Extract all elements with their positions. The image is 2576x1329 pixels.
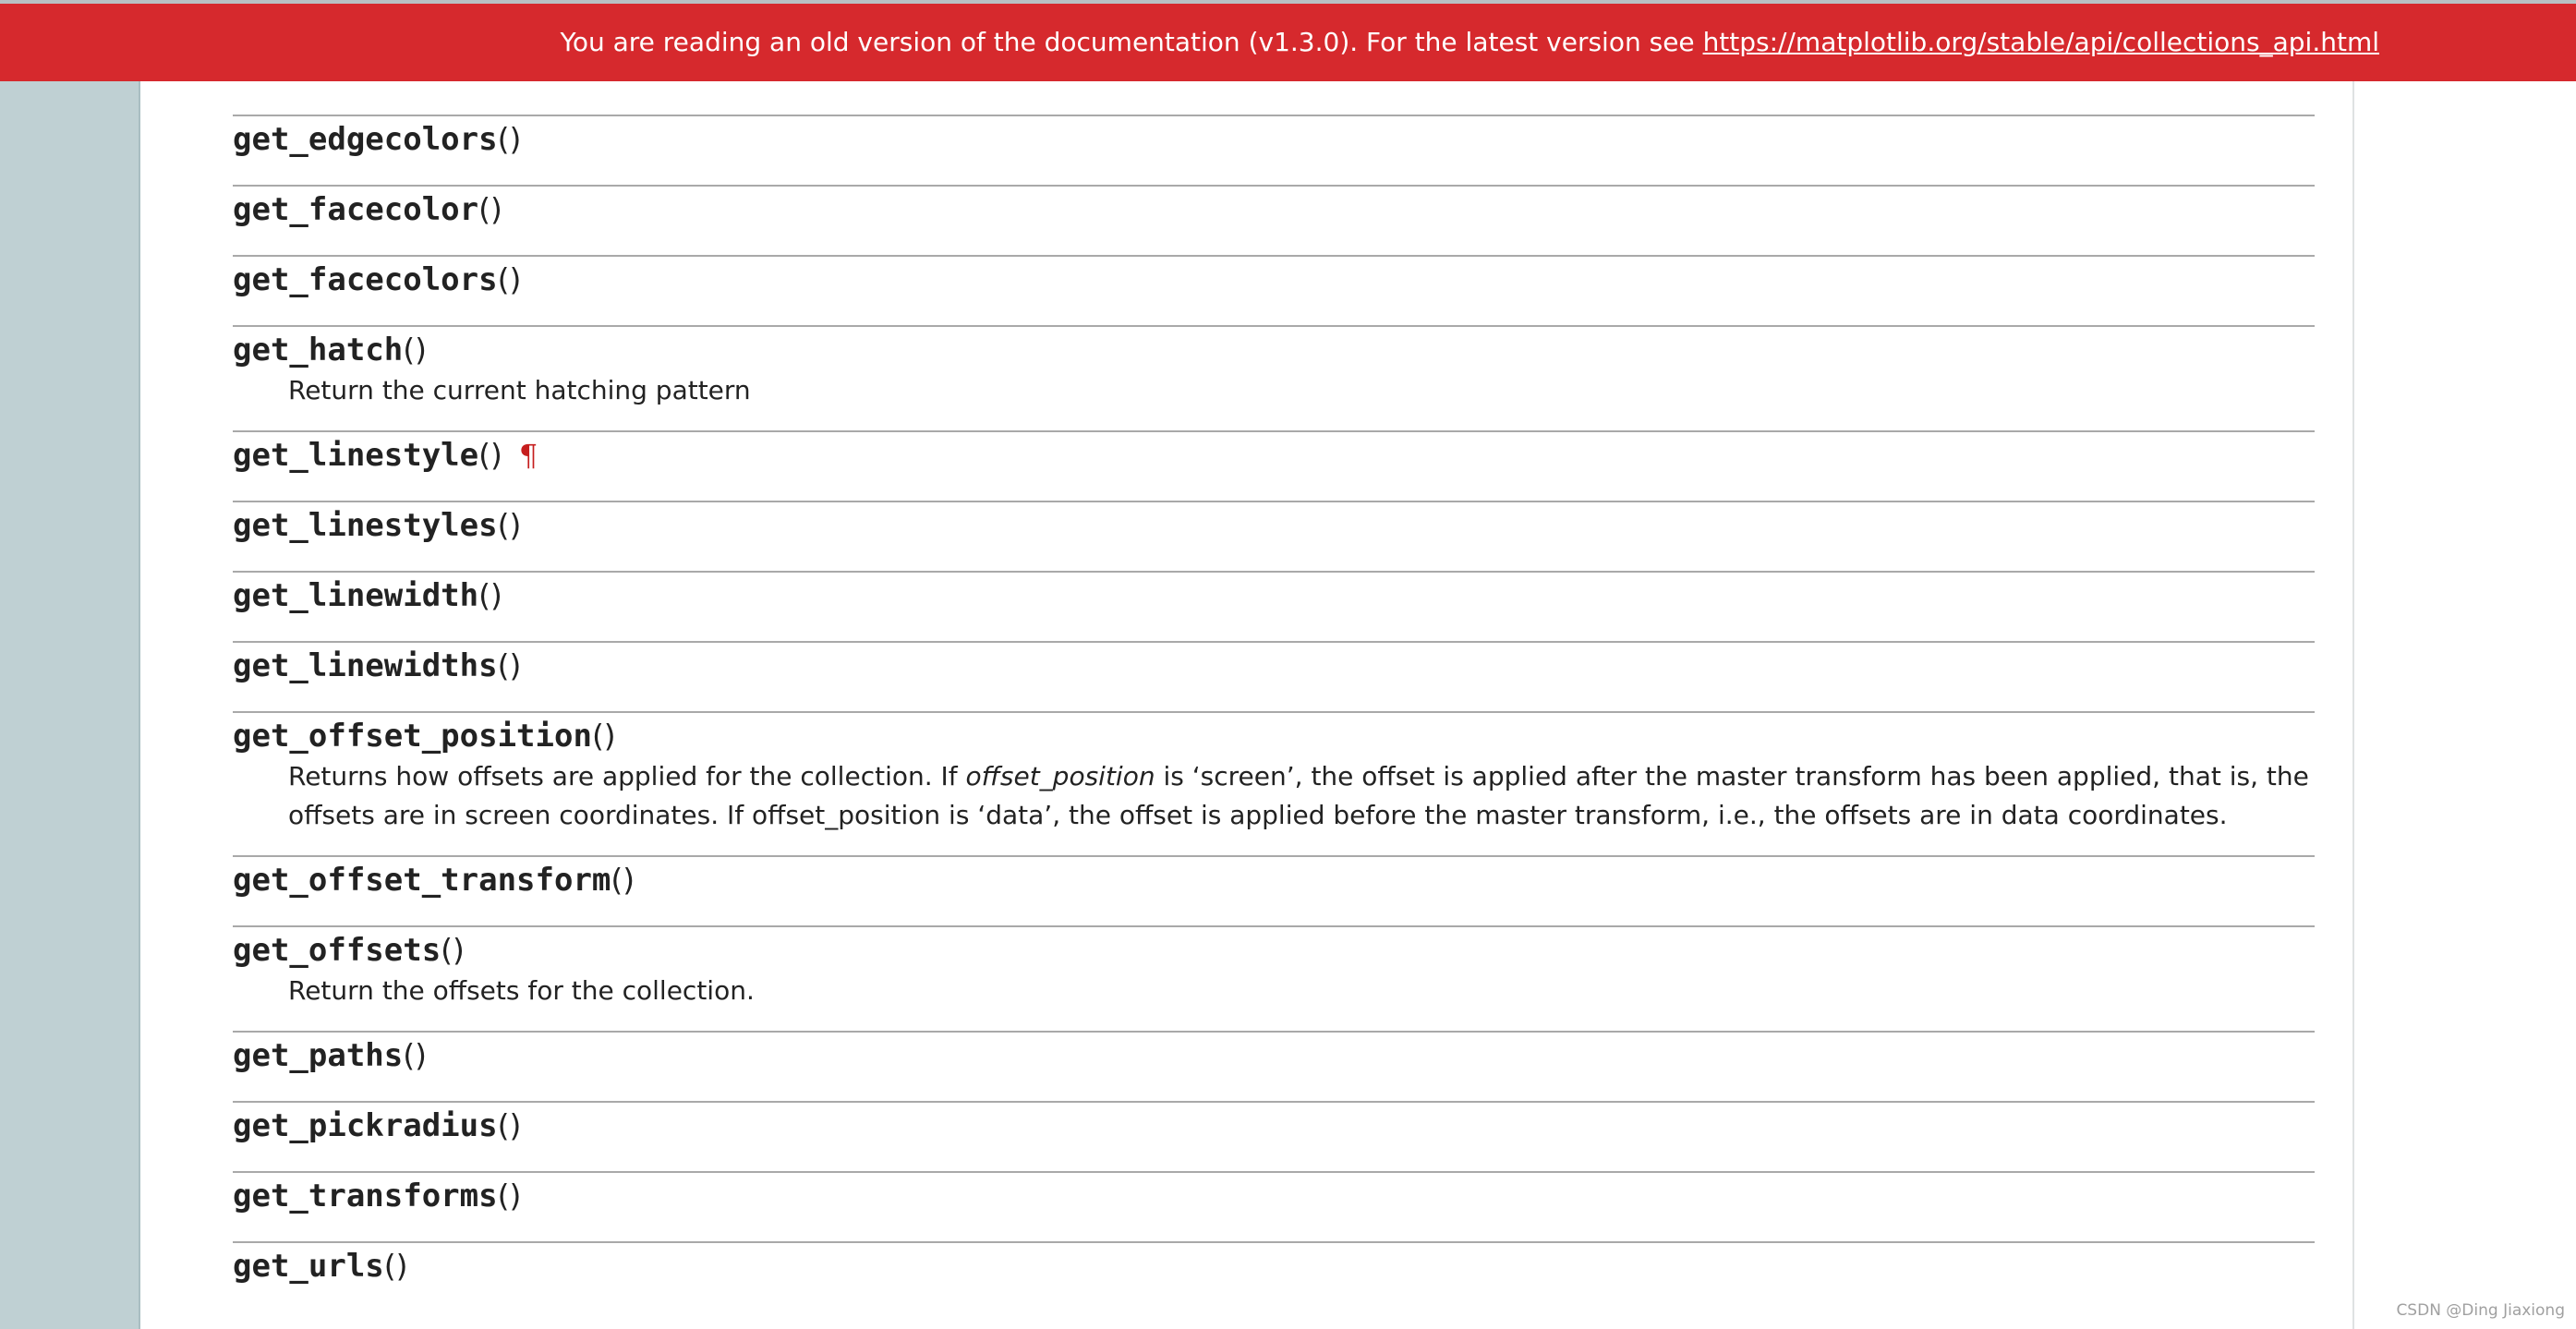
method-entry [233, 1101, 2315, 1171]
method-name: get_linestyle [233, 437, 479, 474]
method-name: get_facecolor [233, 191, 479, 228]
method-entry [233, 711, 2315, 855]
method-parens: () [478, 437, 502, 473]
method-parens: () [441, 932, 465, 968]
method-signature [233, 573, 2315, 641]
method-name: get_transforms [233, 1178, 498, 1214]
method-parens: () [497, 507, 522, 543]
method-entry [233, 325, 2315, 430]
method-signature [233, 432, 2315, 501]
method-description [288, 757, 2315, 855]
method-parens: () [497, 647, 522, 683]
permalink-pilcrow[interactable]: ¶ [518, 438, 538, 473]
method-signature [233, 1033, 2315, 1101]
desc-param-emphasis: offset_position [965, 761, 1155, 791]
api-content [233, 115, 2315, 1311]
method-name: get_urls [233, 1248, 384, 1285]
method-entry [233, 115, 2315, 185]
method-description: Return the offsets for the collection. [288, 975, 755, 1006]
method-name: get_linewidths [233, 647, 498, 684]
method-entry [233, 185, 2315, 255]
method-entry [233, 1241, 2315, 1311]
method-entry [233, 855, 2315, 925]
method-signature [233, 257, 2315, 325]
method-name: get_paths [233, 1037, 404, 1074]
method-signature [233, 502, 2315, 571]
method-signature [233, 927, 2315, 972]
watermark: CSDN @Ding Jiaxiong [2396, 1301, 2565, 1320]
desc-text: Returns how offsets are applied for the collection. If [288, 761, 966, 791]
latest-version-link[interactable]: https://matplotlib.org/stable/api/collections_api.html [1702, 27, 2379, 57]
method-parens: () [478, 577, 502, 613]
method-name: get_hatch [233, 332, 404, 368]
method-signature [233, 1173, 2315, 1241]
banner-text: You are reading an old version of the documentation (v1.3.0). For the latest version see [560, 27, 1703, 57]
method-entry [233, 641, 2315, 711]
method-parens: () [611, 862, 635, 898]
method-entry [233, 501, 2315, 571]
method-signature [233, 327, 2315, 371]
method-name: get_facecolors [233, 261, 498, 298]
method-entry [233, 925, 2315, 1031]
method-entry [233, 255, 2315, 325]
method-signature [233, 116, 2315, 185]
method-name: get_linestyles [233, 507, 498, 544]
method-name: get_pickradius [233, 1107, 498, 1144]
old-version-banner [0, 4, 2576, 81]
method-signature [233, 713, 2315, 757]
desc-text: is ‘screen’, the offset is applied after the master transform has been applied, that is, the offsets are in screen coordinates. If offset_position is ‘data’, the offset is applied before the master transform, i.e., the offsets are in data coordinates. [288, 761, 2309, 830]
method-entry [233, 430, 2315, 501]
method-name: get_edgecolors [233, 121, 498, 158]
method-name: get_offset_position [233, 718, 592, 755]
method-parens: () [497, 261, 522, 297]
method-name: get_offset_transform [233, 862, 611, 899]
method-signature [233, 187, 2315, 255]
method-signature [233, 1103, 2315, 1171]
sidebar [0, 81, 140, 1329]
method-entry [233, 1031, 2315, 1101]
method-entry [233, 571, 2315, 641]
method-description: Return the current hatching pattern [288, 375, 751, 405]
method-parens: () [497, 1107, 522, 1143]
method-parens: () [591, 718, 616, 754]
method-parens: () [497, 1178, 522, 1214]
method-name: get_linewidth [233, 577, 479, 614]
method-signature [233, 1243, 2315, 1311]
method-parens: () [478, 191, 502, 227]
method-entry [233, 1171, 2315, 1241]
method-parens: () [403, 1037, 427, 1073]
method-name: get_offsets [233, 932, 441, 969]
method-parens: () [403, 332, 427, 368]
method-parens: () [383, 1248, 408, 1284]
content-right-border [2352, 81, 2354, 1329]
method-signature [233, 643, 2315, 711]
method-signature [233, 857, 2315, 925]
method-parens: () [497, 121, 522, 157]
